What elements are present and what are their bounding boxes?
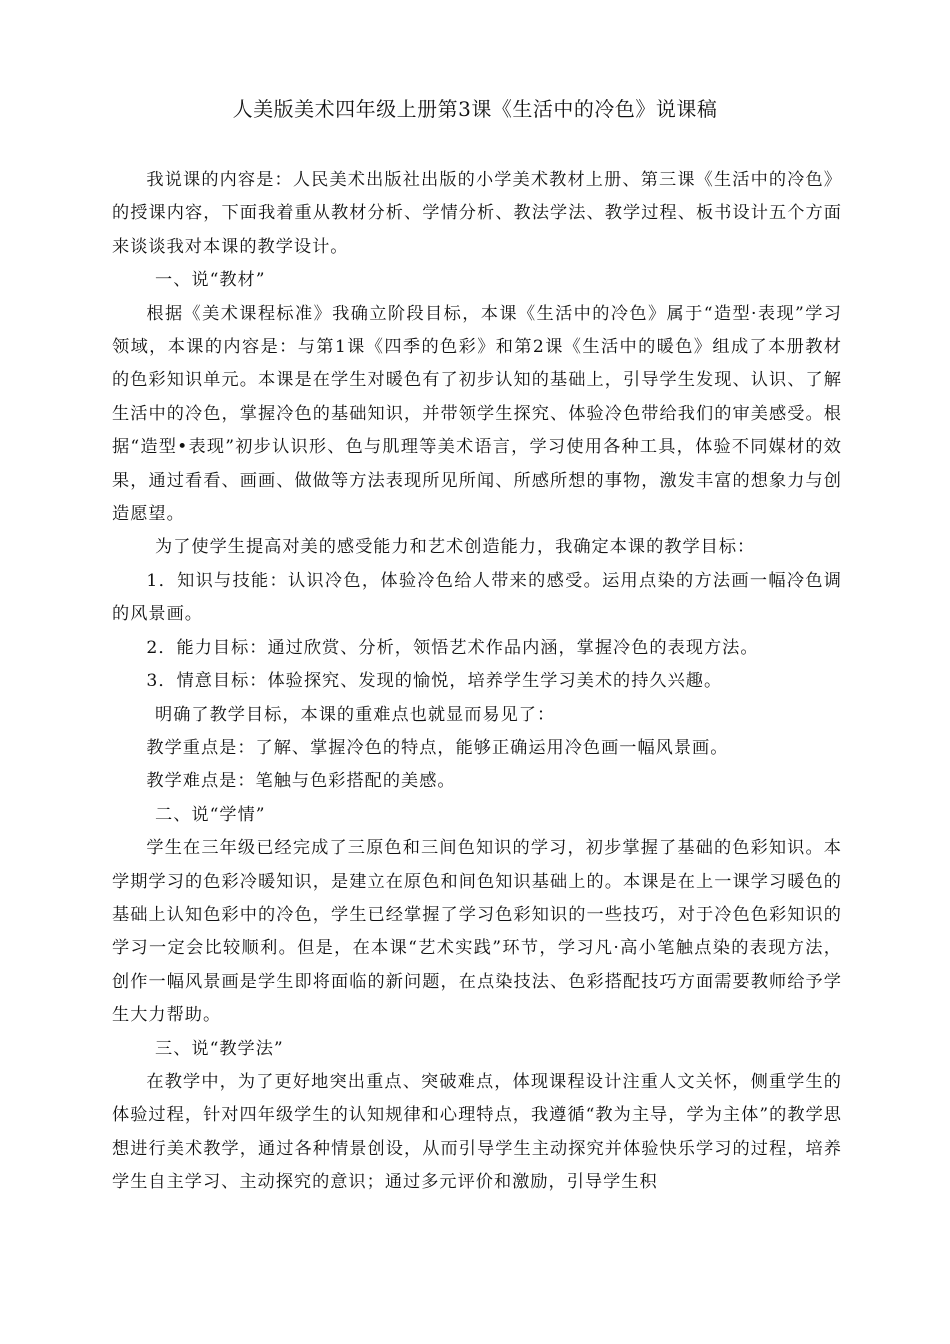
paragraph-teaching-focus: 教学重点是：了解、掌握冷色的特点，能够正确运用冷色画一幅风景画。 <box>146 737 729 758</box>
objective-knowledge-skill: 1．知识与技能：认识冷色，体验冷色给人带来的感受。运用点染的方法画一幅冷色调的风景画。 <box>112 570 842 625</box>
paragraph-key-points-intro: 明确了教学目标，本课的重难点也就显而易见了： <box>155 704 556 725</box>
paragraph-teaching-difficulty: 教学难点是：笔触与色彩搭配的美感。 <box>146 771 456 792</box>
section-heading-methods: 三、说“教学法” <box>155 1038 284 1059</box>
paragraph-teaching-methods: 在教学中，为了更好地突出重点、突破难点，体现课程设计注重人文关怀，侧重学生的体验过程，针对四年级学生的认知规律和心理特点，我遵循“教为主导，学为主体”的教学思想进行美术教学，通过各种情景创设，从而引导学生主动探究并体验快乐学习的过程，培养学生自主学习、主动探究的意识；通过多元评价和激励，引导学生积 <box>112 1071 842 1193</box>
objective-ability: 2．能力目标：通过欣赏、分析，领悟艺术作品内涵，掌握冷色的表现方法。 <box>146 637 759 658</box>
document-title: 人美版美术四年级上册第3课《生活中的冷色》说课稿 <box>232 97 718 121</box>
paragraph-textbook-analysis: 根据《美术课程标准》我确立阶段目标，本课《生活中的冷色》属于“造型·表现”学习领域，本课的内容是：与第1课《四季的色彩》和第2课《生活中的暖色》组成了本册教材的色彩知识单元。本课是在学生对暖色有了初步认知的基础上，引导学生发现、认识、了解生活中的冷色，掌握冷色的基础知识，并带领学生探究、体验冷色带给我们的审美感受。根据“造型•表现”初步认识形、色与肌理等美术语言，学习使用各种工具，体验不同媒材的效果，通过看看、画画、做做等方法表现所见所闻、所感所想的事物，激发丰富的想象力与创造愿望。 <box>112 303 842 525</box>
paragraph-learner-analysis: 学生在三年级已经完成了三原色和三间色知识的学习，初步掌握了基础的色彩知识。本学期学习的色彩冷暖知识，是建立在原色和间色知识基础上的。本课是在上一课学习暖色的基础上认知色彩中的冷色，学生已经掌握了学习色彩知识的一些技巧，对于冷色色彩知识的学习一定会比较顺利。但是，在本课“艺术实践”环节，学习凡·高小笔触点染的表现方法，创作一幅风景画是学生即将面临的新问题，在点染技法、色彩搭配技巧方面需要教师给予学生大力帮助。 <box>112 838 842 1026</box>
section-heading-textbook: 一、说“教材” <box>155 270 266 291</box>
objective-emotion: 3．情意目标：体验探究、发现的愉悦，培养学生学习美术的持久兴趣。 <box>146 671 723 692</box>
document-body <box>112 164 842 1200</box>
section-heading-learners: 二、说“学情” <box>155 804 266 825</box>
paragraph-intro: 我说课的内容是：人民美术出版社出版的小学美术教材上册、第三课《生活中的冷色》的授课内容，下面我着重从教材分析、学情分析、教法学法、教学过程、板书设计五个方面来谈谈我对本课的教学设计。 <box>112 170 842 257</box>
paragraph-objectives-intro: 为了使学生提高对美的感受能力和艺术创造能力，我确定本课的教学目标： <box>155 537 756 558</box>
